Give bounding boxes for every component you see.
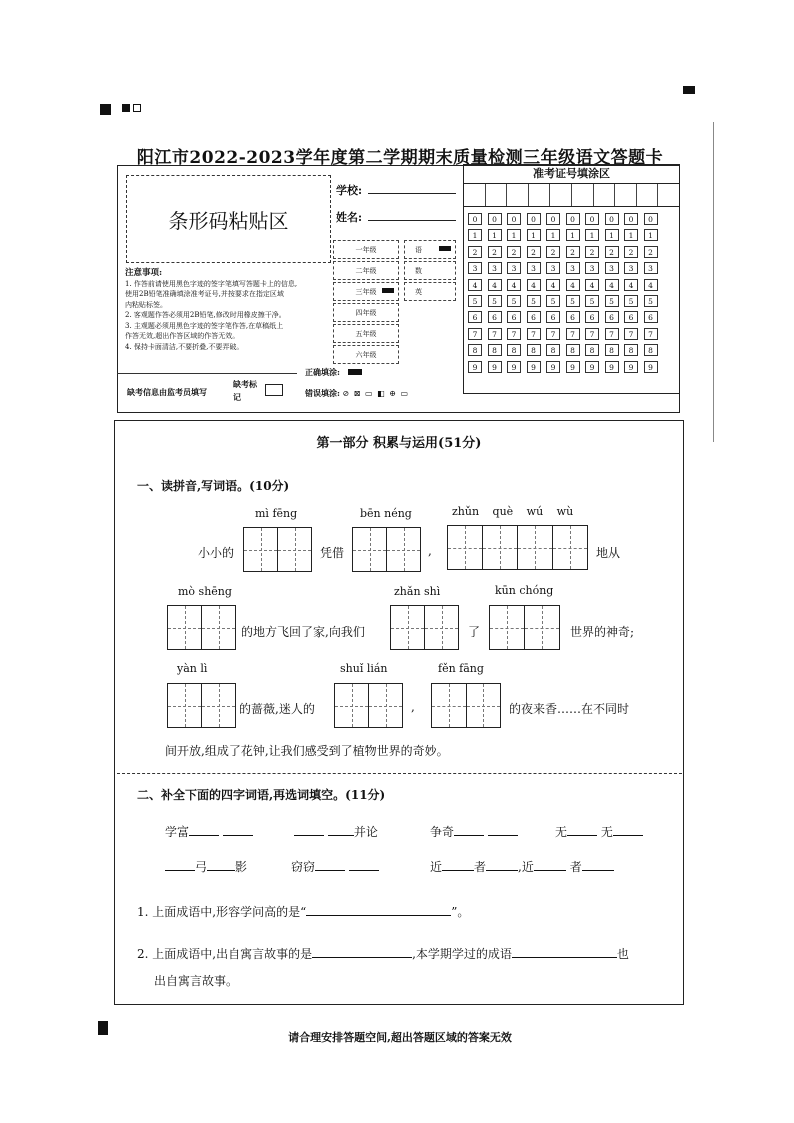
id-digit-bubble[interactable]: 7 xyxy=(566,328,580,340)
writing-cells[interactable] xyxy=(431,683,501,728)
id-digit-bubble[interactable]: 0 xyxy=(644,213,658,225)
id-digit-bubble[interactable]: 4 xyxy=(585,279,599,291)
q2-title: 二、补全下面的四字词语,再选词填空。(11分) xyxy=(137,788,386,802)
id-digit-bubble[interactable]: 3 xyxy=(488,262,502,274)
id-digit-bubble[interactable]: 8 xyxy=(624,344,638,356)
id-digit-bubble[interactable]: 0 xyxy=(488,213,502,225)
id-digit-bubble[interactable]: 6 xyxy=(546,311,560,323)
subject-option-selected[interactable]: 语 xyxy=(404,240,456,259)
id-digit-bubble[interactable]: 7 xyxy=(605,328,619,340)
id-digit-bubble[interactable]: 7 xyxy=(468,328,482,340)
id-digit-bubble[interactable]: 4 xyxy=(605,279,619,291)
id-digit-bubble[interactable]: 9 xyxy=(644,361,658,373)
id-digit-bubble[interactable]: 6 xyxy=(468,311,482,323)
school-label: 学校: xyxy=(336,184,363,197)
part1-title: 第一部分 积累与运用(51分) xyxy=(316,436,482,451)
sentence-text: 的蔷薇,迷人的 xyxy=(239,702,315,716)
sentence-text: 小小的 xyxy=(198,546,235,560)
id-digit-bubble[interactable]: 1 xyxy=(566,229,580,241)
id-digit-bubble[interactable]: 6 xyxy=(566,311,580,323)
id-digit-bubble[interactable]: 9 xyxy=(624,361,638,373)
sentence-text: 世界的神奇; xyxy=(570,625,635,639)
sentence-text: 地从 xyxy=(596,546,621,560)
id-digit-bubble[interactable]: 9 xyxy=(566,361,580,373)
id-digit-bubble[interactable]: 4 xyxy=(546,279,560,291)
id-digit-bubble[interactable]: 4 xyxy=(644,279,658,291)
id-digit-bubble[interactable]: 3 xyxy=(605,262,619,274)
id-digit-bubble[interactable]: 8 xyxy=(546,344,560,356)
barcode-area: 条形码粘贴区 xyxy=(126,175,331,263)
id-digit-bubble[interactable]: 5 xyxy=(605,295,619,307)
id-digit-bubble[interactable]: 2 xyxy=(488,246,502,258)
id-digit-bubble[interactable]: 7 xyxy=(585,328,599,340)
id-digit-bubble[interactable]: 9 xyxy=(527,361,541,373)
id-digit-bubble[interactable]: 5 xyxy=(585,295,599,307)
grade-option[interactable]: 五年级 xyxy=(333,324,399,343)
id-digit-bubble[interactable]: 5 xyxy=(488,295,502,307)
id-digit-bubble[interactable]: 1 xyxy=(605,229,619,241)
id-digit-bubble[interactable]: 8 xyxy=(644,344,658,356)
grade-option-selected[interactable]: 三年级 xyxy=(333,282,399,301)
filled-mark xyxy=(439,246,451,251)
writing-cells[interactable] xyxy=(334,683,403,728)
id-digit-bubble[interactable]: 2 xyxy=(468,246,482,258)
id-digit-bubble[interactable]: 7 xyxy=(546,328,560,340)
id-digit-bubble[interactable]: 5 xyxy=(468,295,482,307)
id-digit-bubble[interactable]: 4 xyxy=(468,279,482,291)
pinyin: mò shēng xyxy=(178,585,232,598)
id-digit-bubble[interactable]: 1 xyxy=(527,229,541,241)
registration-mark xyxy=(122,104,130,112)
id-digit-bubble[interactable]: 9 xyxy=(468,361,482,373)
sentence-text: 凭借 xyxy=(320,546,345,560)
absent-mark-box[interactable] xyxy=(265,384,283,396)
writing-cells[interactable] xyxy=(489,605,560,650)
fill-example: 正确填涂: 错误填涂: ⊘ ⊠ ▭ ◧ ⊕ ▭ xyxy=(305,367,409,398)
id-digit-bubble[interactable]: 8 xyxy=(507,344,521,356)
registration-mark xyxy=(683,86,695,94)
id-digit-bubble[interactable]: 7 xyxy=(624,328,638,340)
page-title: 阳江市2022-2023学年度第二学期期末质量检测三年级语文答题卡 xyxy=(136,148,664,168)
writing-cells[interactable] xyxy=(243,527,312,572)
idiom-fill: 近 者 ,近 者 xyxy=(430,858,614,875)
grade-selector xyxy=(333,240,399,366)
id-digit-bubble[interactable]: 5 xyxy=(644,295,658,307)
sentence-text: 的夜来香……在不同时 xyxy=(509,702,630,716)
id-digit-bubble[interactable]: 6 xyxy=(624,311,638,323)
id-digit-bubble[interactable]: 5 xyxy=(507,295,521,307)
id-digit-bubble[interactable]: 2 xyxy=(527,246,541,258)
writing-cells[interactable] xyxy=(167,605,236,650)
writing-cells[interactable] xyxy=(390,605,459,650)
id-digit-bubble[interactable]: 3 xyxy=(527,262,541,274)
id-digit-bubble[interactable]: 9 xyxy=(585,361,599,373)
id-digit-bubble[interactable]: 0 xyxy=(546,213,560,225)
id-digit-bubble[interactable]: 8 xyxy=(468,344,482,356)
exam-id-grid: 准考证号填涂区 0 0 0 0 0 0 0 0 0 0 1 1 1 1 1 1 1 1 1 1 2 2 2 2 2 2 2 2 2 2 3 3 3 3 3 3 3 3 3 3 4 4 4 4 4 4 4 4 4 4 5 5 5 5 5 5 5 5 5 5 6 6 6 6 6 6 6 6 6 6 7 7 7 7 7 7 7 7 7 7 8 8 8 8 8 8 8 8 8 8 9 9 9 9 9 9 9 9 9 9 xyxy=(463,164,680,394)
id-digit-bubble[interactable]: 0 xyxy=(624,213,638,225)
id-digit-bubble[interactable]: 0 xyxy=(527,213,541,225)
id-digit-bubble[interactable]: 7 xyxy=(527,328,541,340)
id-digit-bubble[interactable]: 0 xyxy=(585,213,599,225)
sentence-q1: 1. 上面成语中,形容学问高的是“ ”。 xyxy=(137,905,470,919)
id-digit-bubble[interactable]: 6 xyxy=(488,311,502,323)
sentence-text: 的地方飞回了家,向我们 xyxy=(241,625,365,639)
id-digit-bubble[interactable]: 5 xyxy=(527,295,541,307)
id-digit-bubble[interactable]: 1 xyxy=(468,229,482,241)
id-digit-bubble[interactable]: 9 xyxy=(488,361,502,373)
id-digit-bubble[interactable]: 2 xyxy=(605,246,619,258)
sentence-text: , xyxy=(428,544,432,558)
name-label: 姓名: xyxy=(336,211,363,224)
name-field[interactable] xyxy=(368,220,456,221)
id-digit-bubble[interactable]: 4 xyxy=(507,279,521,291)
sentence-text: 间开放,组成了花钟,让我们感受到了植物世界的奇妙。 xyxy=(165,744,449,758)
sentence-text: 了 xyxy=(468,625,481,639)
id-digit-bubble[interactable]: 9 xyxy=(546,361,560,373)
wrong-fill-marks: ⊘ ⊠ ▭ ◧ ⊕ ▭ xyxy=(342,389,409,398)
id-bubble-grid xyxy=(468,213,663,373)
idiom-fill: 学富 xyxy=(165,823,253,840)
id-digit-bubble[interactable]: 7 xyxy=(488,328,502,340)
id-digit-bubble[interactable]: 2 xyxy=(644,246,658,258)
sentence-text: 出自寓言故事。 xyxy=(154,974,239,988)
id-digit-bubble[interactable]: 1 xyxy=(546,229,560,241)
id-digit-bubble[interactable]: 4 xyxy=(566,279,580,291)
subject-option[interactable]: 数 xyxy=(404,261,456,280)
section-divider xyxy=(117,773,682,774)
grade-option[interactable]: 六年级 xyxy=(333,345,399,364)
writing-cells[interactable] xyxy=(352,527,421,572)
id-digit-bubble[interactable]: 3 xyxy=(468,262,482,274)
registration-mark xyxy=(133,104,141,112)
grade-option[interactable]: 四年级 xyxy=(333,303,399,322)
id-digit-bubble[interactable]: 5 xyxy=(566,295,580,307)
id-write-row xyxy=(464,184,679,207)
id-digit-bubble[interactable]: 5 xyxy=(624,295,638,307)
id-digit-bubble[interactable]: 8 xyxy=(585,344,599,356)
id-digit-bubble[interactable]: 0 xyxy=(566,213,580,225)
pinyin: zhǎn shì xyxy=(394,585,441,598)
id-digit-bubble[interactable]: 8 xyxy=(605,344,619,356)
id-digit-bubble[interactable]: 6 xyxy=(605,311,619,323)
id-digit-bubble[interactable]: 9 xyxy=(507,361,521,373)
absent-info-row: 缺考信息由监考员填写 缺考标记 xyxy=(117,373,297,414)
registration-mark xyxy=(100,104,111,115)
grade-option[interactable]: 二年级 xyxy=(333,261,399,280)
pinyin: yàn lì xyxy=(177,662,208,675)
id-digit-bubble[interactable]: 6 xyxy=(644,311,658,323)
id-digit-bubble[interactable]: 3 xyxy=(644,262,658,274)
sentence-text: , xyxy=(411,700,415,714)
id-digit-bubble[interactable]: 5 xyxy=(546,295,560,307)
id-digit-bubble[interactable]: 1 xyxy=(507,229,521,241)
grade-option[interactable]: 一年级 xyxy=(333,240,399,259)
writing-cells[interactable] xyxy=(447,525,588,570)
pinyin: zhǔn què wú wù xyxy=(452,505,574,518)
id-digit-bubble[interactable]: 3 xyxy=(566,262,580,274)
idiom-fill: 并论 xyxy=(294,823,378,840)
id-digit-bubble[interactable]: 9 xyxy=(605,361,619,373)
id-digit-bubble[interactable]: 8 xyxy=(527,344,541,356)
registration-mark xyxy=(98,1021,108,1035)
idiom-fill: 无 无 xyxy=(555,823,643,840)
idiom-fill: 弓 影 xyxy=(165,858,247,875)
id-digit-bubble[interactable]: 2 xyxy=(507,246,521,258)
id-digit-bubble[interactable]: 2 xyxy=(566,246,580,258)
id-digit-bubble[interactable]: 4 xyxy=(488,279,502,291)
id-digit-bubble[interactable]: 3 xyxy=(585,262,599,274)
id-digit-bubble[interactable]: 1 xyxy=(624,229,638,241)
pinyin: bēn néng xyxy=(360,507,412,520)
idiom-fill: 窃窃 xyxy=(291,858,379,875)
id-digit-bubble[interactable]: 3 xyxy=(546,262,560,274)
id-digit-bubble[interactable]: 6 xyxy=(507,311,521,323)
id-digit-bubble[interactable]: 7 xyxy=(507,328,521,340)
id-digit-bubble[interactable]: 1 xyxy=(644,229,658,241)
q1-title: 一、读拼音,写词语。(10分) xyxy=(137,479,290,493)
id-digit-bubble[interactable]: 3 xyxy=(624,262,638,274)
subject-selector xyxy=(404,240,456,303)
id-digit-bubble[interactable]: 8 xyxy=(488,344,502,356)
id-digit-bubble[interactable]: 0 xyxy=(507,213,521,225)
id-digit-bubble[interactable]: 6 xyxy=(585,311,599,323)
pinyin: mì fēng xyxy=(255,507,298,520)
writing-cells[interactable] xyxy=(167,683,236,728)
correct-fill-mark xyxy=(348,369,362,375)
id-digit-bubble[interactable]: 2 xyxy=(624,246,638,258)
notes: 注意事项: 1. 作答前请使用黑色字迹的签字笔填写答题卡上的信息, 使用2B铅笔准确填涂准考证号,并按要求在指定区域 内粘贴标签。 2. 客观题作答必须用2B铅笔,修改时用橡皮擦干净。 3. 主观题必须用黑色字迹的签字笔作答,在草稿纸上 作答无效,超出作答区域的作答无效。 4. 保持卡面清洁,不要折叠,不要弄破。 xyxy=(125,268,298,351)
id-digit-bubble[interactable]: 0 xyxy=(468,213,482,225)
id-digit-bubble[interactable]: 4 xyxy=(624,279,638,291)
pinyin: shuǐ lián xyxy=(340,662,388,675)
school-field[interactable] xyxy=(368,193,456,194)
id-digit-bubble[interactable]: 6 xyxy=(527,311,541,323)
idiom-fill: 争奇 xyxy=(430,823,518,840)
id-digit-bubble[interactable]: 3 xyxy=(507,262,521,274)
pinyin: fěn fāng xyxy=(438,662,484,675)
id-digit-bubble[interactable]: 0 xyxy=(605,213,619,225)
id-digit-bubble[interactable]: 4 xyxy=(527,279,541,291)
id-digit-bubble[interactable]: 2 xyxy=(585,246,599,258)
subject-option[interactable]: 英 xyxy=(404,282,456,301)
footer-note: 请合理安排答题空间,超出答题区域的答案无效 xyxy=(288,1031,512,1044)
id-digit-bubble[interactable]: 1 xyxy=(488,229,502,241)
sentence-q2: 2. 上面成语中,出自寓言故事的是 ,本学期学过的成语 也 xyxy=(137,947,629,961)
id-digit-bubble[interactable]: 8 xyxy=(566,344,580,356)
filled-mark xyxy=(382,288,394,293)
id-digit-bubble[interactable]: 7 xyxy=(644,328,658,340)
id-digit-bubble[interactable]: 2 xyxy=(546,246,560,258)
pinyin: kūn chóng xyxy=(495,584,554,597)
scan-edge-line xyxy=(713,122,714,442)
id-digit-bubble[interactable]: 1 xyxy=(585,229,599,241)
